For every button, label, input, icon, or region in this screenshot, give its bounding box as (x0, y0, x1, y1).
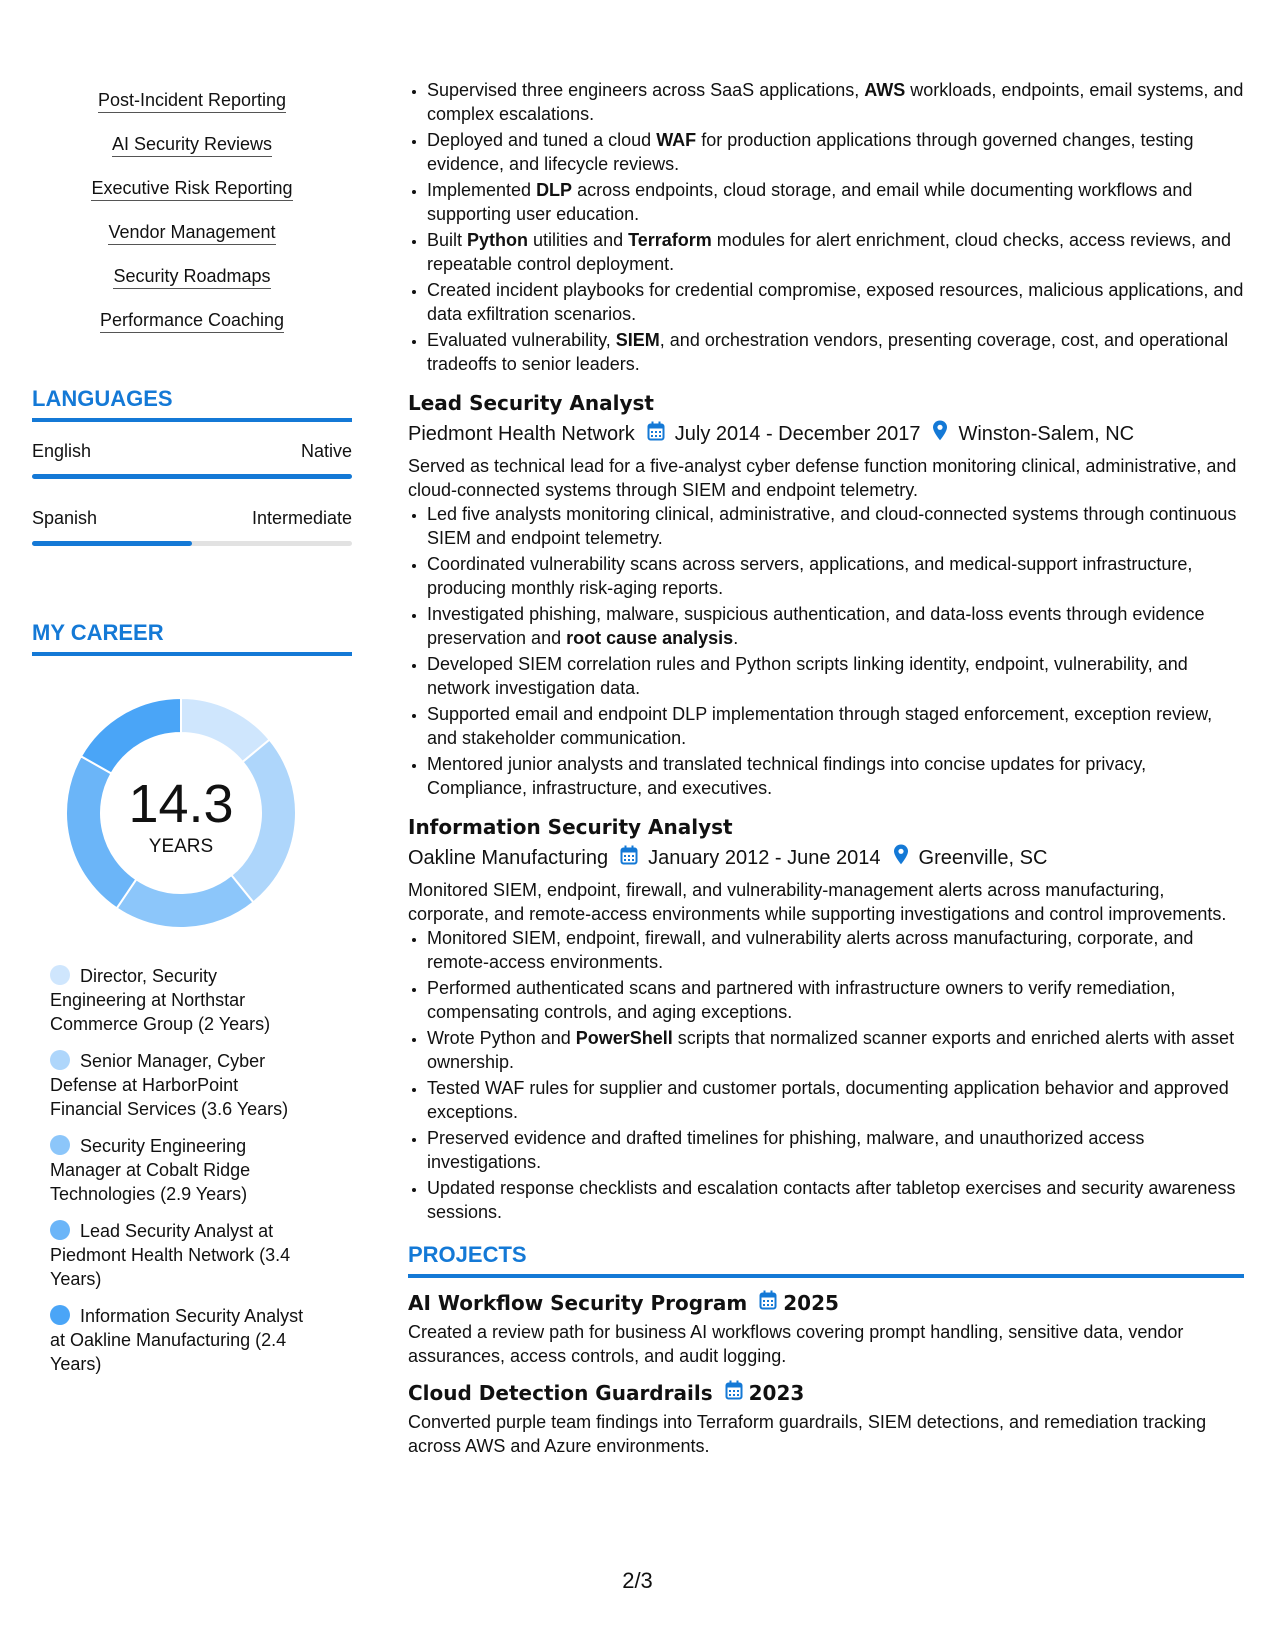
left-column (32, 80, 352, 1389)
career-legend-item (50, 964, 310, 1036)
career-legend-label: Information Security Analyst at Oakline Manufacturing (2.4 Years) (50, 1306, 304, 1374)
bullet-keyword: SIEM (615, 330, 660, 350)
career-legend-label: Director, Security Engineering at Northstar Commerce Group (2 Years) (50, 966, 271, 1034)
bullet-item (427, 1026, 1244, 1074)
previous-job-bullets (408, 78, 1244, 376)
language-level-fill (32, 541, 192, 546)
bullet-text: Updated response checklists and escalation contacts after tabletop exercises and security awareness sessions. (427, 1178, 1236, 1222)
language-spanish (32, 507, 352, 546)
career-donut-chart (66, 698, 296, 928)
job-bullets (408, 502, 1244, 800)
job-entry (408, 390, 1244, 800)
bullet-text: Tested WAF rules for supplier and customer portals, documenting application behavior and approved exceptions. (427, 1078, 1229, 1122)
career-total-years: 14.3 (128, 774, 234, 834)
bullet-text: . (733, 628, 739, 648)
bullet-text: for production applications through governed changes, testing evidence, and lifecycle reviews. (427, 130, 1194, 174)
experience-list (408, 390, 1244, 1224)
legend-dot (50, 1050, 70, 1070)
bullet-keyword: Terraform (628, 230, 712, 250)
career-legend-item (50, 1219, 310, 1291)
map-pin-icon (893, 844, 909, 872)
project-year: 2023 (748, 1381, 805, 1405)
bullet-keyword: Python (467, 230, 529, 250)
bullet-text: Supervised three engineers across SaaS applications, (427, 80, 865, 100)
job-meta (408, 420, 1244, 448)
skill-item: Post-Incident Reporting (98, 90, 286, 113)
job-entry (408, 814, 1244, 1224)
project-title (408, 1290, 1244, 1316)
bullet-text: Built (427, 230, 468, 250)
career-legend-item (50, 1134, 310, 1206)
right-column (408, 78, 1244, 1458)
bullet-item (427, 278, 1244, 326)
bullet-item (427, 502, 1244, 550)
page-number: 2/3 (622, 1568, 653, 1593)
skill-item: Executive Risk Reporting (91, 178, 292, 201)
project-year: 2025 (783, 1291, 839, 1315)
job-dates: July 2014 - December 2017 (674, 423, 921, 445)
bullet-text: Created incident playbooks for credential compromise, exposed resources, malicious applications, and data exfiltration scenarios. (427, 280, 1244, 324)
bullet-keyword: AWS (864, 80, 906, 100)
bullet-text: Mentored junior analysts and translated technical findings into concise updates for privacy, Compliance, infrastructure, and executives. (427, 754, 1147, 798)
job-summary: Served as technical lead for a five-analyst cyber defense function monitoring clinical, administrative, and cloud-connected systems through SIEM and endpoint telemetry. (408, 456, 1237, 500)
bullet-text: Deployed and tuned a cloud (427, 130, 657, 150)
skill-item: AI Security Reviews (112, 134, 272, 157)
bullet-text: across endpoints, cloud storage, and email while documenting workflows and supporting user education. (427, 180, 1193, 224)
bullet-text: workloads, endpoints, email systems, and complex escalations. (427, 80, 1244, 124)
legend-dot (50, 1135, 70, 1155)
language-level-bar (32, 474, 352, 479)
bullet-keyword: PowerShell (575, 1028, 673, 1048)
job-summary: Monitored SIEM, endpoint, firewall, and vulnerability-management alerts across manufacturing, corporate, and remote-access environments while supporting investigations and control improvements. (408, 880, 1227, 924)
bullet-item (427, 1126, 1244, 1174)
calendar-icon (759, 1290, 777, 1316)
job-dates: January 2012 - June 2014 (648, 847, 881, 869)
bullet-item (427, 602, 1244, 650)
bullet-item (427, 1076, 1244, 1124)
skill-item: Performance Coaching (100, 310, 284, 333)
calendar-icon (725, 1380, 743, 1406)
bullet-item (427, 752, 1244, 800)
projects-list (408, 1290, 1244, 1458)
bullet-item (427, 1176, 1244, 1224)
bullet-text: Preserved evidence and drafted timelines for phishing, malware, and unauthorized access investigations. (427, 1128, 1145, 1172)
career-legend (32, 964, 352, 1376)
bullet-text: Investigated phishing, malware, suspicious authentication, and data-loss events through evidence preservation and (427, 604, 1205, 648)
career-legend-label: Lead Security Analyst at Piedmont Health Network (3.4 Years) (50, 1221, 291, 1289)
career-legend-label: Security Engineering Manager at Cobalt Ridge Technologies (2.9 Years) (50, 1136, 251, 1204)
career-legend-item (50, 1304, 310, 1376)
bullet-text: Performed authenticated scans and partnered with infrastructure owners to verify remediation, compensating controls, and aging exceptions. (427, 978, 1176, 1022)
bullet-item (427, 702, 1244, 750)
skill-item: Security Roadmaps (113, 266, 270, 289)
project-description: Converted purple team findings into Terraform guardrails, SIEM detections, and remediation tracking across AWS and Azure environments. (408, 1412, 1207, 1456)
career-heading: MY CAREER (32, 620, 352, 656)
bullet-text: Developed SIEM correlation rules and Python scripts linking identity, endpoint, vulnerability, and network investigation data. (427, 654, 1188, 698)
bullet-item (427, 178, 1244, 226)
language-name: English (32, 441, 92, 461)
bullet-text: Coordinated vulnerability scans across servers, applications, and medical-support infrastructure, producing monthly risk-aging reports. (427, 554, 1193, 598)
job-company: Piedmont Health Network (408, 423, 635, 445)
map-pin-icon (932, 420, 948, 448)
bullet-text: Supported email and endpoint DLP implementation through staged enforcement, exception review, and stakeholder communication. (427, 704, 1213, 748)
bullet-item (427, 552, 1244, 600)
project-title (408, 1380, 1244, 1406)
bullet-text: modules for alert enrichment, cloud checks, access reviews, and repeatable control deployment. (427, 230, 1232, 274)
language-level: Native (300, 441, 352, 461)
skill-item: Vendor Management (108, 222, 275, 245)
skills-list (32, 80, 352, 344)
language-level-fill (32, 474, 352, 479)
bullet-item (427, 976, 1244, 1024)
bullet-text: Led five analysts monitoring clinical, administrative, and cloud-connected systems through continuous SIEM and endpoint telemetry. (427, 504, 1237, 548)
projects-heading: PROJECTS (408, 1242, 1244, 1278)
career-years-label: YEARS (148, 836, 214, 857)
project-name: AI Workflow Security Program (408, 1291, 748, 1315)
project-name: Cloud Detection Guardrails (408, 1381, 713, 1405)
bullet-keyword: DLP (536, 180, 573, 200)
bullet-item (427, 926, 1244, 974)
bullet-item (427, 78, 1244, 126)
bullet-text: utilities and (528, 230, 629, 250)
calendar-icon (620, 845, 638, 872)
bullet-item (427, 328, 1244, 376)
legend-dot (50, 1305, 70, 1325)
legend-dot (50, 1220, 70, 1240)
language-level: Intermediate (251, 508, 352, 528)
legend-dot (50, 965, 70, 985)
bullet-item (427, 652, 1244, 700)
bullet-keyword: WAF (656, 130, 697, 150)
languages-heading: LANGUAGES (32, 386, 352, 422)
career-legend-item (50, 1049, 310, 1121)
language-level-bar (32, 541, 352, 546)
job-title: Lead Security Analyst (408, 391, 654, 415)
bullet-text: Monitored SIEM, endpoint, firewall, and vulnerability alerts across manufacturing, corporate, and remote-access environments. (427, 928, 1194, 972)
project-description: Created a review path for business AI workflows covering prompt handling, sensitive data, vendor assurances, access controls, and audit logging. (408, 1322, 1184, 1366)
calendar-icon (647, 421, 665, 448)
bullet-text: scripts that normalized scanner exports and enriched alerts with asset ownership. (427, 1028, 1235, 1072)
bullet-text: , and orchestration vendors, presenting coverage, cost, and operational tradeoffs to senior leaders. (427, 330, 1229, 374)
language-name: Spanish (32, 508, 98, 528)
bullet-keyword: root cause analysis (566, 628, 734, 648)
bullet-item (427, 128, 1244, 176)
career-legend-label: Senior Manager, Cyber Defense at HarborPoint Financial Services (3.6 Years) (50, 1051, 289, 1119)
job-location: Winston-Salem, NC (958, 423, 1135, 445)
bullet-text: Evaluated vulnerability, (427, 330, 616, 350)
bullet-text: Implemented (427, 180, 537, 200)
language-english (32, 440, 352, 479)
job-location: Greenville, SC (918, 847, 1048, 869)
bullet-item (427, 228, 1244, 276)
job-meta (408, 844, 1244, 872)
job-title: Information Security Analyst (408, 815, 733, 839)
job-bullets (408, 926, 1244, 1224)
job-company: Oakline Manufacturing (408, 847, 609, 869)
bullet-text: Wrote Python and (427, 1028, 576, 1048)
